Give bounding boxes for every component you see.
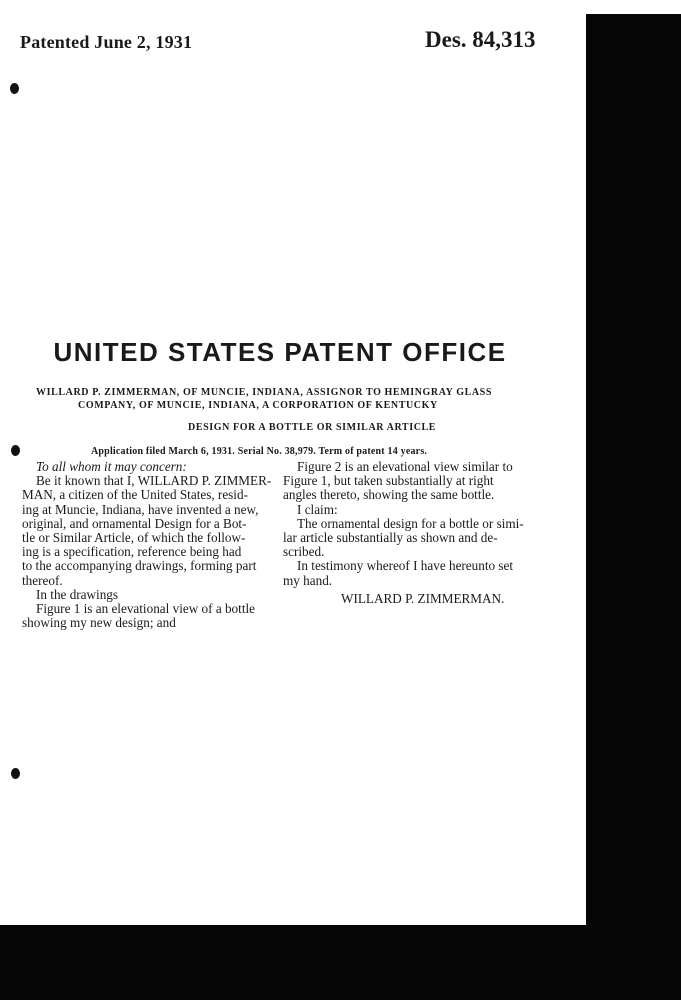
right-column (283, 460, 533, 606)
scan-border-bottom (0, 925, 681, 1000)
right-line: I claim: (297, 501, 338, 517)
left-line: Figure 1 is an elevational view of a bottle (36, 601, 255, 617)
right-line: my hand. (283, 572, 333, 588)
punch-hole-top (10, 83, 19, 94)
right-line: lar article substantially as shown and de- (283, 530, 498, 546)
right-line: Figure 2 is an elevational view similar to (297, 459, 513, 474)
inventor-line-2: COMPANY, OF MUNCIE, INDIANA, A CORPORATION OF KENTUCKY (78, 400, 438, 411)
right-line: angles thereto, showing the same bottle. (283, 487, 495, 503)
punch-hole-middle (11, 445, 20, 456)
scan-border-right (586, 14, 681, 1000)
right-line: scribed. (283, 544, 325, 560)
application-line: Application filed March 6, 1931. Serial No. 38,979. Term of patent 14 years. (91, 446, 428, 457)
patent-date: Patented June 2, 1931 (20, 32, 193, 52)
left-line: In the drawings (36, 586, 119, 602)
right-line: The ornamental design for a bottle or simi- (297, 515, 524, 531)
punch-hole-bottom (11, 768, 20, 779)
right-line: In testimony whereof I have hereunto set (297, 558, 514, 574)
left-line: ing is a specification, reference being had (22, 544, 242, 560)
right-line: Figure 1, but taken substantially at right (283, 473, 494, 489)
left-line: tle or Similar Article, of which the follow- (22, 530, 246, 546)
patent-number: Des. 84,313 (425, 27, 536, 52)
left-line: ing at Muncie, Indiana, have invented a new, (22, 501, 259, 517)
left-line: MAN, a citizen of the United States, resid- (22, 487, 248, 503)
left-line: thereof. (22, 572, 63, 588)
left-line: original, and ornamental Design for a Bot- (22, 515, 247, 531)
left-column (22, 460, 272, 630)
office-title: UNITED STATES PATENT OFFICE (53, 337, 507, 367)
left-line: Be it known that I, WILLARD P. ZIMMER- (36, 473, 272, 489)
inventor-line-1: WILLARD P. ZIMMERMAN, OF MUNCIE, INDIANA, ASSIGNOR TO HEMINGRAY GLASS (36, 387, 492, 398)
design-title: DESIGN FOR A BOTTLE OR SIMILAR ARTICLE (188, 422, 437, 433)
left-line: To all whom it may concern: (36, 459, 187, 474)
left-line: to the accompanying drawings, forming part (22, 558, 257, 574)
left-line: showing my new design; and (22, 615, 176, 631)
signature: WILLARD P. ZIMMERMAN. (341, 590, 505, 606)
